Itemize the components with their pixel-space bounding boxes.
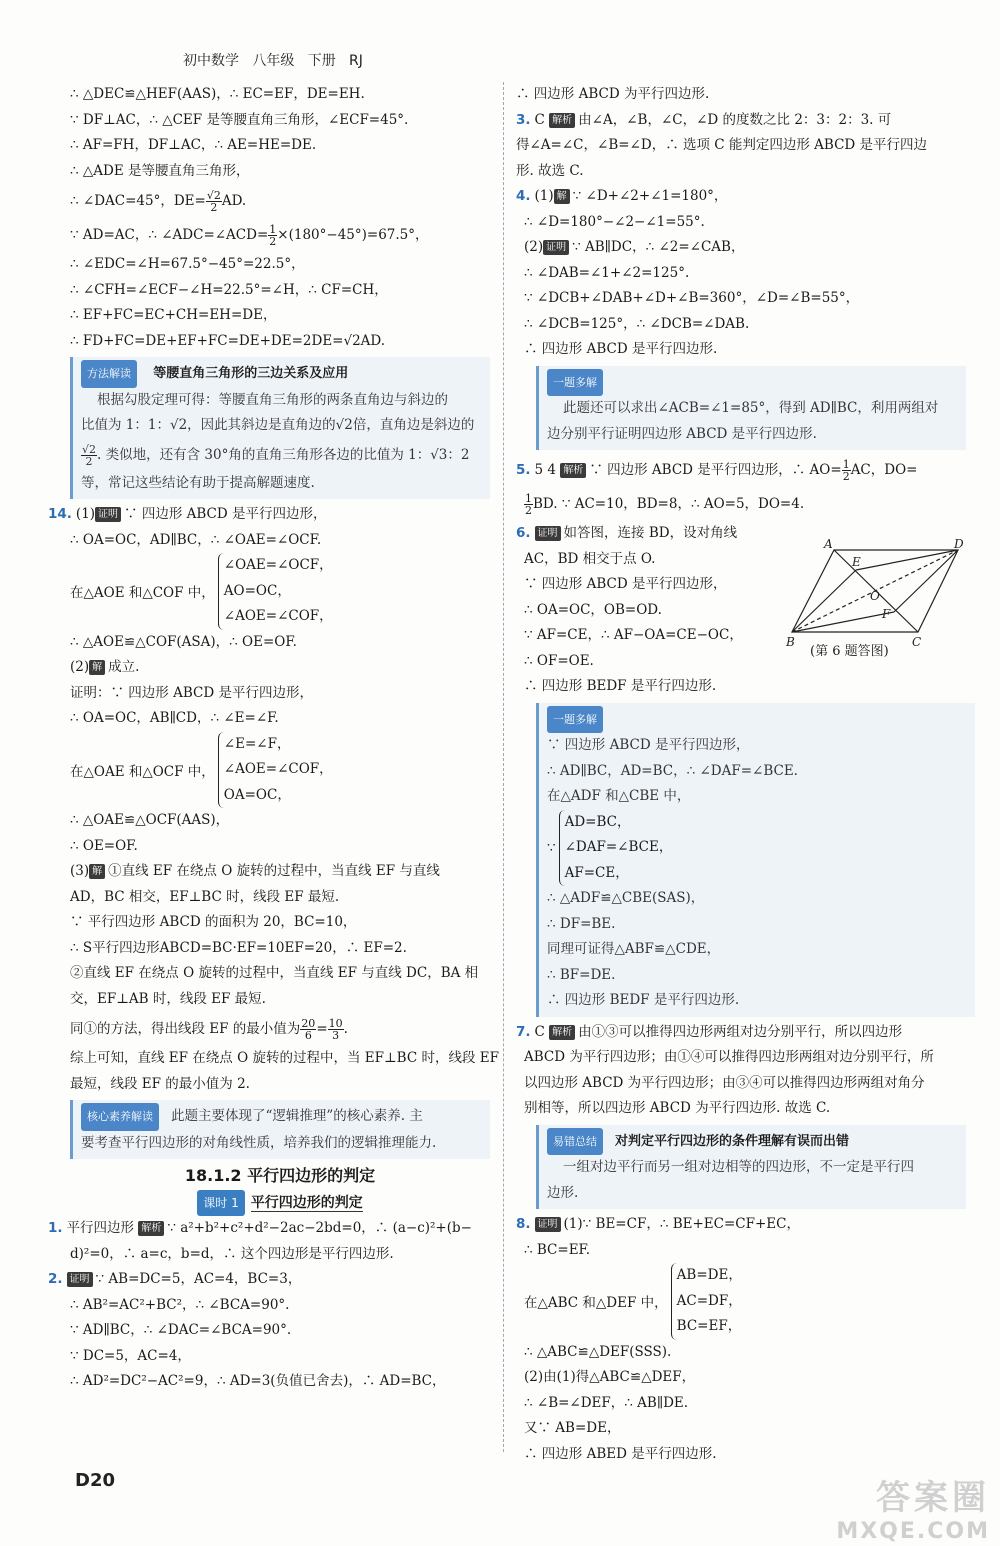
condition: ∠E=∠F，	[223, 735, 291, 752]
text-line: ∴ 四边形 ABCD 是平行四边形.	[524, 341, 718, 357]
right-column	[516, 82, 966, 1467]
text-line: ∴ △AOE≌△COF(ASA)，∴ OE=OF.	[70, 633, 297, 650]
question-3	[516, 108, 966, 134]
watermark-title: 答案圈	[876, 1478, 990, 1518]
fraction	[300, 1018, 316, 1041]
text-line: ∴ BC=EF.	[524, 1241, 591, 1258]
multi-solution-box	[536, 366, 966, 451]
text: 同①的方法，得出线段 EF 的最小值为	[70, 1021, 301, 1037]
text-line: ∴ DF=BE.	[547, 915, 616, 932]
part-label: (1)	[534, 188, 554, 204]
label-f: F	[882, 607, 891, 621]
condition: AB=DE，	[676, 1267, 742, 1283]
text-line: ∴ FD+FC=DE+EF+FC=DE+DE=2DE=√2AD.	[70, 332, 386, 349]
fraction	[842, 459, 851, 482]
denominator: 3	[332, 1029, 340, 1042]
question-4	[516, 184, 966, 210]
box-header	[547, 369, 958, 397]
text-line: 此题还可以求出∠ACB=∠1=85°，得到 AD∥BC，利用两组对	[563, 400, 939, 416]
condition: ∠OAE=∠OCF，	[223, 557, 333, 573]
label-c: C	[912, 635, 922, 649]
solution-tag: 解	[89, 864, 105, 879]
condition: AF=CE，	[564, 864, 629, 881]
segment-df	[894, 550, 958, 612]
error-heading: 对判定平行四边形的条件理解有误而出错	[615, 1133, 850, 1149]
text-line: ∴ 四边形 BEDF 是平行四边形.	[524, 678, 717, 694]
error-summary-box	[536, 1125, 966, 1210]
text: 在△OAE 和△OCF 中，	[70, 763, 215, 780]
text-line: ∴ 四边形 ABCD 为平行四边形.	[516, 86, 710, 102]
text: ∵ AB=DC=5，AC=4，BC=3，	[95, 1271, 302, 1287]
lesson-heading	[70, 1190, 490, 1216]
text-line: 根据勾股定理可得：等腰直角三角形的两条直角边与斜边的	[97, 391, 448, 408]
text-line: ∴ △ADE 是等腰直角三角形，	[70, 162, 250, 179]
brand-logo	[48, 44, 148, 74]
part-label: (2)	[524, 239, 544, 255]
text-line: 以四边形 ABCD 为平行四边形；由③④可以推得四边形两组对角分	[524, 1074, 925, 1091]
condition: AC=DF，	[676, 1292, 742, 1309]
text-line: AC，BD 相交于点 O.	[524, 550, 656, 567]
question-number: 7.	[516, 1023, 531, 1040]
denominator: 2	[269, 235, 277, 248]
column-divider	[503, 82, 504, 1452]
condition: ∠DAF=∠BCE，	[564, 839, 673, 855]
text-line: 在△ADF 和△CBE 中，	[547, 788, 691, 804]
text-line: ∴ △DEC≌△HEF(AAS)，∴ EC=EF，DE=EH.	[70, 86, 365, 102]
text-line: ∴ △ABC≌△DEF(SSS).	[524, 1343, 672, 1360]
text-line: ∵ AD∥BC，∴ ∠DAC=∠BCA=90°.	[70, 1322, 292, 1338]
denominator: 2	[525, 504, 532, 517]
question-number: 3.	[516, 111, 531, 128]
proof-tag: 证明	[67, 1272, 93, 1287]
segment-ed	[856, 550, 958, 570]
text-line	[70, 859, 490, 885]
box-header	[547, 706, 967, 734]
analysis-tag: 解析	[549, 1025, 575, 1040]
text-line	[70, 655, 490, 681]
question-number: 8.	[516, 1216, 531, 1232]
numerator: √2	[206, 189, 221, 202]
denominator: 6	[304, 1029, 312, 1042]
text-line: ∴ OA=OC，AB∥CD，∴ ∠E=∠F.	[70, 710, 279, 726]
text-line: ∴ OA=OC，AD∥BC，∴ ∠OAE=∠OCF.	[70, 531, 322, 548]
text-line: ∴ AD∥BC，AD=BC，∴ ∠DAF=∠BCE.	[547, 762, 798, 779]
question-1	[48, 1216, 490, 1242]
numerator: 1	[269, 223, 277, 236]
watermark-url: MXQE.COM	[836, 1519, 990, 1544]
error-tag: 易错总结	[547, 1128, 603, 1156]
denominator: 2	[842, 470, 850, 483]
multi-solution-tag: 一题多解	[547, 369, 603, 397]
text: ∵ AB∥DC，∴ ∠2=∠CAB，	[572, 239, 745, 255]
segment-be	[792, 570, 856, 632]
text: AD.	[221, 193, 247, 209]
numerator: 1	[842, 458, 850, 471]
numerator: √2	[82, 442, 97, 456]
multi-solution-tag: 一题多解	[547, 706, 603, 734]
text-line: ∵ DF⊥AC，∴ △CEF 是等腰直角三角形，∠ECF=45°.	[70, 111, 409, 128]
analysis-tag: 解析	[560, 463, 586, 478]
text-line: ABCD 为平行四边形；由①④可以推得四边形两组对边分别平行，所	[524, 1049, 934, 1065]
denominator: 2	[85, 454, 93, 468]
text: 如答图，连接 BD，设对角线	[563, 525, 738, 541]
text-line: 最短，线段 EF 的最小值为 2.	[70, 1075, 250, 1092]
condition: AD=BC，	[564, 813, 631, 830]
fraction	[268, 224, 277, 247]
lesson-tag: 课时 1	[197, 1190, 244, 1216]
equation-system	[516, 1263, 966, 1340]
text: 成立.	[108, 659, 140, 675]
answer: C	[534, 1023, 545, 1040]
question-number: 4.	[516, 188, 531, 204]
text: BD. ∵ AC=10，BD=8，∴ AO=5，DO=4.	[533, 496, 805, 512]
text-line: ∴ ∠DCB=125°，∴ ∠DCB=∠DAB.	[524, 315, 750, 332]
text-line: ∴ ∠EDC=∠H=67.5°−45°=22.5°，	[70, 256, 305, 272]
text: 由(1)得△ABC≌△DEF，	[543, 1369, 696, 1385]
text-line: 同理可证得△ABF≌△CDE，	[547, 941, 721, 957]
fraction	[328, 1018, 344, 1041]
lesson-name: 平行四边形的判定	[250, 1195, 363, 1211]
equation-system	[70, 553, 490, 630]
brace	[218, 732, 333, 809]
text-line: 别相等，所以四边形 ABCD 为平行四边形. 故选 C.	[524, 1100, 831, 1116]
question-number: 2.	[48, 1271, 63, 1287]
text-line	[70, 218, 490, 252]
text-line	[70, 184, 490, 218]
text-line	[516, 1365, 966, 1391]
analysis-tag: 解析	[138, 1221, 164, 1236]
text-line	[81, 439, 482, 471]
text: ∵ BE=CF，∴ BE+EC=CF+EC，	[582, 1216, 800, 1232]
proof-tag: 证明	[543, 240, 569, 255]
fraction	[206, 190, 222, 213]
question-5	[516, 453, 966, 487]
text-line: ∴ ∠D=180°−∠2−∠1=55°.	[524, 213, 705, 230]
question-number: 14.	[48, 506, 72, 522]
text-line: ∴ 四边形 BEDF 是平行四边形.	[547, 992, 740, 1008]
text-line	[81, 1103, 482, 1131]
brace	[559, 810, 673, 887]
page-header	[0, 0, 1000, 80]
equation-system	[547, 810, 967, 887]
core-tag: 核心素养解读	[81, 1103, 159, 1131]
question-8	[516, 1212, 966, 1238]
text: 由①③可以推得四边形两组对边分别平行，所以四边形	[578, 1023, 903, 1040]
text-line: ∴ OE=OF.	[70, 837, 138, 854]
text-line: ∴ △ADF≌△CBE(SAS)，	[547, 890, 705, 906]
solution-tag: 解	[554, 189, 570, 204]
text-line: ∵ AF=CE，∴ AF−OA=CE−OC，	[524, 627, 743, 643]
text: 在△ABC 和△DEF 中，	[524, 1295, 668, 1312]
text-line: 边形.	[547, 1184, 579, 1201]
text: ∵	[547, 839, 556, 856]
part-label: (2)	[524, 1369, 544, 1385]
text-line: 边分别平行证明四边形 ABCD 是平行四边形.	[547, 425, 817, 442]
text: 在△AOE 和△COF 中，	[70, 585, 215, 602]
text-line: 要考查平行四边形的对角线性质，培养我们的逻辑推理能力.	[81, 1134, 437, 1151]
text-line: 形. 故选 C.	[516, 162, 584, 179]
text-line: ∴ BF=DE.	[547, 966, 616, 983]
section-title: 18.1.2 平行四边形的判定	[184, 1166, 376, 1185]
proof-tag: 证明	[535, 526, 561, 541]
text-line: ∴ ∠CFH=∠ECF−∠H=22.5°=∠H，∴ CF=CH，	[70, 281, 388, 298]
text-line: 等，常记这些结论有助于提高解题速度.	[81, 474, 315, 491]
text-line	[516, 487, 966, 521]
segment-fb	[792, 612, 894, 632]
numerator: 10	[328, 1017, 343, 1030]
text-line: 同①的方法，得出线段 EF 的最小值为 $\frac{20}{6}$ = $\frac{10}{3}$ .	[70, 1017, 348, 1042]
left-column	[48, 82, 499, 1395]
text-line: ∵ DC=5，AC=4，	[70, 1347, 191, 1364]
text-line: 得∠A=∠C，∠B=∠D，∴ 选项 C 能判定四边形 ABCD 是平行四边	[516, 137, 928, 153]
question-number: 6.	[516, 525, 531, 541]
figure-caption: (第 6 题答图)	[810, 644, 889, 659]
label-b: B	[786, 635, 795, 649]
analysis-tag: 解析	[549, 113, 575, 128]
numerator: 1	[525, 492, 532, 505]
text: . 类似地，还有含 30°角的直角三角形各边的比值为 1：√3：2	[97, 446, 470, 463]
text-line: ∴ OA=OC，OB=OD.	[524, 601, 662, 618]
box-header	[547, 1128, 958, 1156]
part-label: (3)	[70, 863, 90, 879]
text: ∵ 四边形 ABCD 是平行四边形，	[124, 506, 327, 522]
text: 由∠A，∠B，∠C，∠D 的度数之比 2：3：2：3. 可	[578, 111, 892, 128]
text-line	[516, 235, 966, 261]
method-box	[70, 357, 490, 499]
brace	[218, 553, 333, 630]
numerator: 20	[301, 1017, 316, 1030]
text: 此题主要体现了“逻辑推理”的核心素养. 主	[171, 1108, 423, 1124]
question-14	[48, 502, 490, 528]
part-label: (2)	[70, 659, 90, 675]
condition: OA=OC，	[223, 786, 291, 803]
question-number: 1.	[48, 1220, 63, 1236]
multi-solution-box	[536, 703, 975, 1017]
text-line: ∵ 四边形 ABCD 是平行四边形，	[547, 737, 750, 753]
condition: BC=EF，	[676, 1318, 742, 1334]
book-info: 初中数学 八年级 下册 RJ	[183, 53, 363, 69]
text-line: ∴ ∠B=∠DEF，∴ AB∥DE.	[524, 1394, 689, 1411]
text: ①直线 EF 在绕点 O 旋转的过程中，当直线 EF 与直线	[108, 863, 440, 879]
denominator: 2	[210, 201, 218, 214]
method-header	[81, 360, 482, 388]
text: ∵ ∠D+∠2+∠1=180°，	[572, 188, 728, 204]
page-number: D20	[75, 1470, 115, 1491]
text: ∵ AD=AC，∴ ∠ADC=∠ACD=	[70, 227, 269, 243]
text-line: ∵ 四边形 ABCD 是平行四边形，	[524, 576, 727, 592]
text-line: ∴ OF=OE.	[524, 652, 594, 669]
brace	[671, 1263, 742, 1340]
text-line: 交，EF⊥AB 时，线段 EF 最短.	[70, 990, 266, 1007]
proof-tag: 证明	[535, 1217, 561, 1232]
text-line: ∴ ∠DAB=∠1+∠2=125°.	[524, 264, 690, 281]
text-line: ∴ EF+FC=EC+CH=EH=DE，	[70, 307, 277, 323]
text-line: ∴ S平行四边形ABCD=BC·EF=10EF=20，∴ EF=2.	[70, 939, 407, 956]
text-line: 证明：∵ 四边形 ABCD 是平行四边形，	[70, 684, 313, 701]
equation-system	[70, 732, 490, 809]
label-a: A	[824, 537, 833, 551]
fraction	[524, 493, 533, 516]
proof-tag: 证明	[95, 507, 121, 522]
text-line: 综上可知，直线 EF 在绕点 O 旋转的过程中，当 EF⊥BC 时，线段 EF	[70, 1050, 499, 1066]
label-e: E	[852, 555, 861, 569]
solution-tag: 解	[89, 660, 105, 675]
watermark	[790, 1470, 990, 1544]
label-o: O	[870, 589, 880, 603]
condition: AO=OC，	[223, 582, 291, 599]
fraction	[81, 444, 97, 467]
part-label: (1)	[75, 506, 96, 522]
answer: 5 4	[534, 462, 557, 478]
text: ∵ 四边形 ABCD 是平行四边形，∴ AO=	[589, 462, 842, 478]
text-line: ∴ 四边形 ABED 是平行四边形.	[524, 1445, 717, 1462]
text-line: ∴ AD²=DC²−AC²=9，∴ AD=3(负值已舍去)，∴ AD=BC，	[70, 1373, 446, 1389]
text-line: d)²=0，∴ a=c，b=d，∴ 这个四边形是平行四边形.	[70, 1245, 394, 1262]
text-line: ∴ AB²=AC²+BC²，∴ ∠BCA=90°.	[70, 1296, 290, 1313]
condition: ∠AOE=∠COF，	[223, 761, 333, 777]
part-label: (1)	[563, 1216, 583, 1232]
question-2	[48, 1267, 490, 1293]
text-line: ∴ △OAE≌△OCF(AAS)，	[70, 812, 230, 828]
question-7	[516, 1020, 966, 1046]
text-line: ②直线 EF 在绕点 O 旋转的过程中，当直线 EF 与直线 DC，BA 相	[70, 965, 479, 981]
text-line: ∵ ∠DCB+∠DAB+∠D+∠B=360°，∠D=∠B=55°，	[524, 290, 860, 306]
text-line: ∴ AF=FH，DF⊥AC，∴ AE=HE=DE.	[70, 137, 317, 153]
text-line: 又∵ AB=DE，	[524, 1420, 621, 1436]
text: ∴ ∠DAC=45°，DE=	[70, 193, 206, 209]
text: ∵ a²+b²+c²+d²−2ac−2bd=0，∴ (a−c)²+(b−	[167, 1220, 472, 1236]
text: ×(180°−45°)=67.5°，	[277, 227, 429, 243]
answer: 平行四边形	[66, 1220, 135, 1236]
method-heading: 等腰直角三角形的三边关系及应用	[153, 366, 349, 381]
method-tag: 方法解读	[81, 360, 137, 388]
text-line: 一组对边平行而另一组对边相等的四边形，不一定是平行四	[563, 1159, 914, 1175]
text-line: AD，BC 相交，EF⊥BC 时，线段 EF 最短.	[70, 888, 340, 905]
text-line: 比值为 1：1：√2，因此其斜边是直角边的√2倍，直角边是斜边的	[81, 417, 475, 433]
text: AC，DO=	[850, 462, 918, 478]
question-number: 5.	[516, 462, 531, 478]
label-d: D	[954, 537, 964, 551]
answer: C	[534, 111, 545, 128]
condition: ∠AOE=∠COF，	[223, 608, 333, 624]
text-line: ∵ 平行四边形 ABCD 的面积为 20，BC=10，	[70, 914, 357, 930]
core-literacy-box	[70, 1100, 490, 1159]
